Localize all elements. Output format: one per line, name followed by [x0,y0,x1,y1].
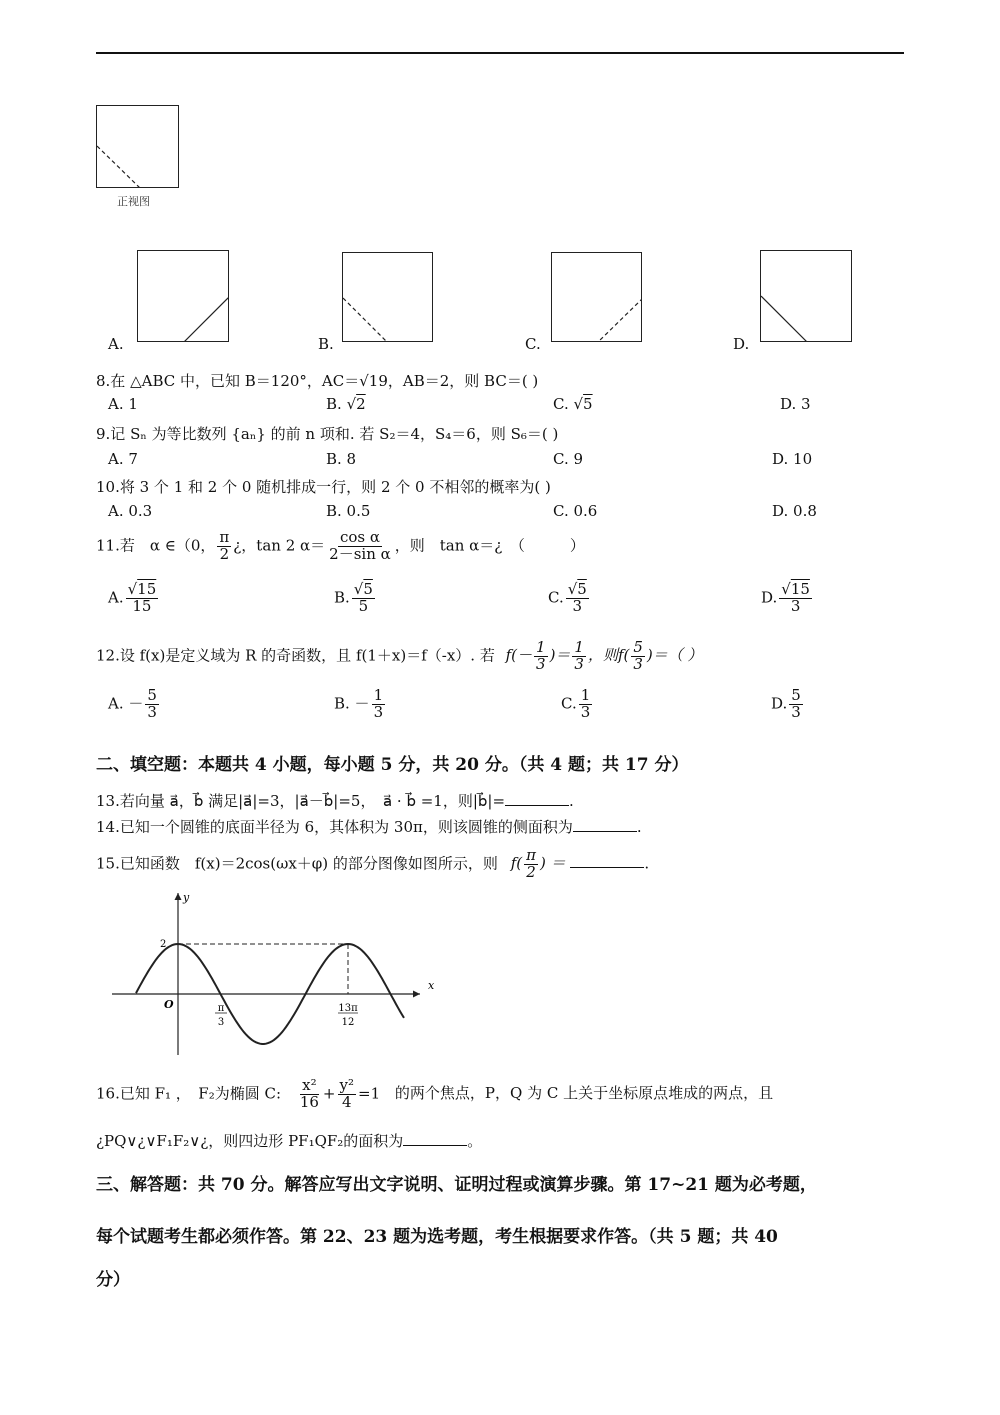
q8-option-c: C. √5 [553,395,593,413]
y-tick-2: 2 [160,939,167,950]
x-tick-1-den: 3 [217,1017,225,1028]
q13-stem: 13.若向量 a⃗，b⃗ 满足|a⃗|=3，|a⃗－b⃗|=5， a⃗ · b⃗ =1，则|b⃗|= . [96,792,574,810]
front-view-figure [96,105,179,188]
q15-answer-blank[interactable] [570,853,644,868]
q12-option-c: C. $\frac{1}{3}$ [561,686,591,721]
q14-stem: 14.已知一个圆锥的底面半径为 6，其体积为 30π，则该圆锥的侧面积为 . [96,818,642,836]
q11-option-d: D. $\frac{√15}{3}$ [761,580,810,615]
q16-line-2: ¿PQ∨¿∨F₁F₂∨¿，则四边形 PF₁QF₂的面积为 。 [96,1132,483,1150]
q7-option-b: B. [318,335,334,353]
q11-option-a: A. $\frac{√15}{15}$ [108,580,157,615]
section-3-heading-line-3: 分） [96,1270,130,1290]
q11-option-b: B. $\frac{√5}{5}$ [334,580,373,615]
q9-option-d: D. 10 [772,450,813,468]
q10-stem: 10.将 3 个 1 和 2 个 0 随机排成一行，则 2 个 0 不相邻的概率为( ) [96,478,551,496]
q10-option-a: A. 0.3 [108,502,153,520]
option-a-figure [137,250,229,342]
section-3-heading-line-2: 每个试题考生都必须作答。第 22、23 题为选考题，考生根据要求作答。（共 5 题；共 40 [96,1227,778,1247]
option-c-figure [551,252,642,342]
x-axis-label: x [428,979,435,992]
q10-option-c: C. 0.6 [553,502,598,520]
front-view-caption: 正视图 [117,195,150,208]
q12-option-b: B. － $\frac{1}{3}$ [334,686,384,721]
section-2-heading: 二、填空题：本题共 4 小题，每小题 5 分，共 20 分。（共 4 题；共 17 分） [96,755,689,775]
section-3-heading-line-1: 三、解答题：共 70 分。解答应写出文字说明、证明过程或演算步骤。第 17~21 题为必考题， [96,1175,817,1195]
q11-stem: 11.若 α ∈（0， $\frac{\pi}{2}$ ¿，tan 2 α＝ $\frac{\text{cos α}}{\text{2－sin α}}$ ，则 tan α＝¿ （ ） [96,528,585,563]
header-rule [96,52,904,54]
q8-option-a: A. 1 [108,395,138,413]
q16-line-1: 16.已知 F₁ ， F₂为椭圆 C: $\frac{\text{x²}}{16}$ + $\frac{\text{y²}}{4}$ =1 的两个焦点，P，Q 为 C 上关于坐标原点堆成的两点，且 [96,1076,774,1111]
q16-answer-blank[interactable] [403,1131,467,1146]
front-view-diagonal [97,106,179,188]
x-tick-1-num: π [217,1003,225,1014]
q10-option-b: B. 0.5 [326,502,371,520]
y-axis-label: y [183,891,190,904]
q10-option-d: D. 0.8 [772,502,817,520]
q7-option-c: C. [525,335,541,353]
x-tick-2-num: 13π [338,1003,358,1014]
q7-option-a: A. [108,335,124,353]
option-d-figure [760,250,852,342]
q9-stem: 9.记 Sₙ 为等比数列 {aₙ} 的前 n 项和. 若 S₂＝4，S₄＝6，则 S₆＝( ) [96,425,559,443]
q8-option-d: D. 3 [780,395,811,413]
q9-option-a: A. 7 [108,450,138,468]
q9-option-c: C. 9 [553,450,584,468]
q12-option-a: A. － $\frac{5}{3}$ [108,686,157,721]
q8-stem: 8.在 △ABC 中，已知 B＝120°，AC＝√19，AB＝2，则 BC＝( ) [96,372,539,390]
q7-option-d: D. [733,335,750,353]
q8-option-b: B. √2 [326,395,366,413]
option-b-figure [342,252,433,342]
origin-label: O [164,998,174,1011]
q13-answer-blank[interactable] [505,791,569,806]
q12-option-d: D. $\frac{5}{3}$ [771,686,801,721]
q11-option-c: C. $\frac{√5}{3}$ [548,580,587,615]
q9-option-b: B. 8 [326,450,357,468]
x-tick-2-den: 12 [341,1017,355,1028]
q15-stem: 15.已知函数 f(x)＝2cos(ωx＋φ) 的部分图像如图所示，则 f( $\frac{\pi}{2}$ ) ＝ . [96,846,650,881]
q14-answer-blank[interactable] [573,817,637,832]
q15-cosine-graph [108,885,438,1060]
q12-stem: 12.设 f(x)是定义域为 R 的奇函数，且 f(1＋x)＝f（-x）. 若 f(－ $\frac{1}{3}$ )＝ $\frac{1}{3}$ ，则f( $\frac{5}{3}$ )＝（ ） [96,638,703,673]
